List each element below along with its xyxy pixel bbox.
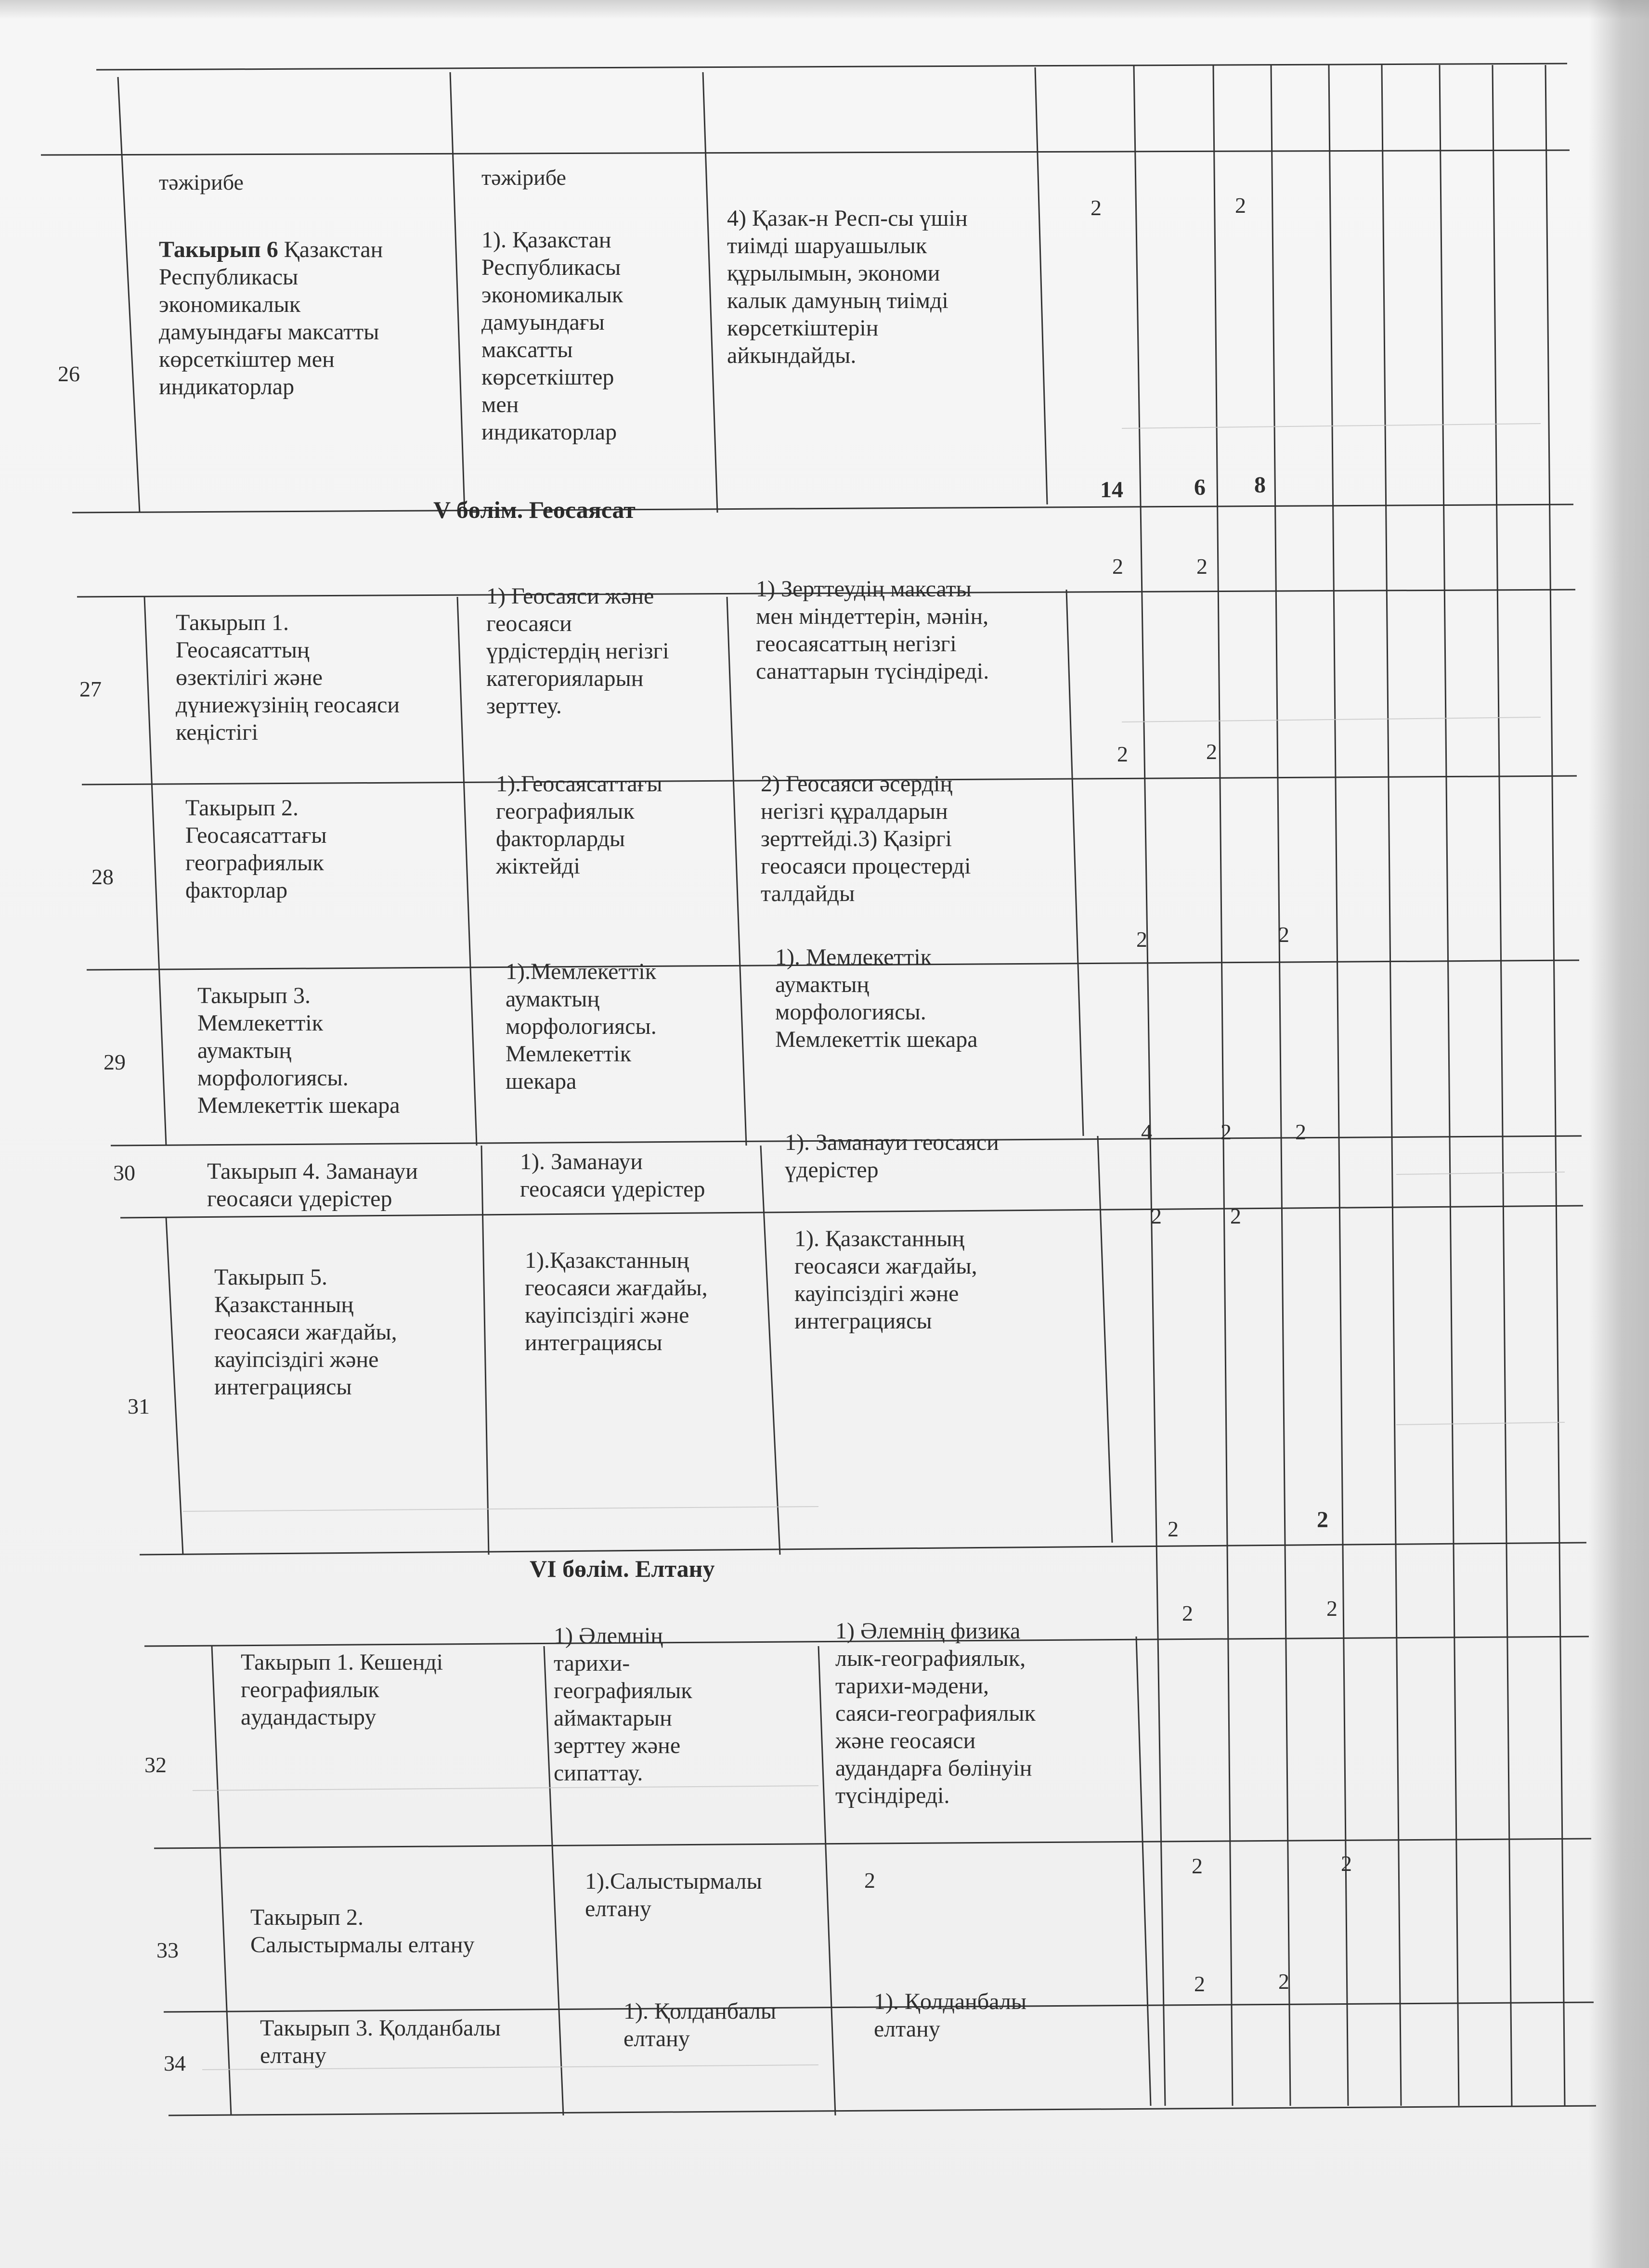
col-mark-7 — [1493, 65, 1512, 2106]
row-27-outcome: 1) Зерттеудің максаты мен міндеттерін, мәнін, геосаясаттың негізгі санаттарын түсіндіреді. — [756, 576, 989, 684]
row-31-number: 31 — [128, 1394, 150, 1418]
row-28-total: 2 — [1117, 742, 1128, 766]
row-28-outcome: 2) Геосаяси әсердің негізгі құралдарын зерттейді.3) Қазіргі геосаяси процестерді талдайды — [761, 771, 971, 906]
row-33-total: 2 — [1192, 1854, 1203, 1878]
row-32-total: 2 — [1182, 1601, 1193, 1625]
header-row-line — [41, 150, 1570, 155]
row-34-lecture: 2 — [1278, 1969, 1289, 1994]
row-32-number: 32 — [144, 1753, 167, 1777]
row-32-practice: 2 — [1326, 1596, 1337, 1621]
row-29-practice: 2 — [1278, 922, 1289, 947]
header-topic-label: тәжірибе — [159, 170, 244, 194]
row-31-content: 1).Қазакстанның геосаяси жағдайы, кауіпсіздігі және интеграциясы — [525, 1248, 708, 1355]
row-32-content: 1) Әлемнің тарихи- географиялык аймактарын зерттеу және сипаттау. — [554, 1623, 692, 1786]
row-30-number: 30 — [113, 1160, 135, 1185]
row-27-lecture: 2 — [1196, 554, 1208, 579]
section-vi-title: VI бөлім. Елтану — [530, 1555, 715, 1582]
row-33-topic: Такырып 2. Салыстырмалы елтану — [250, 1905, 475, 1958]
header-content-label: тәжірибе — [481, 165, 566, 190]
row-34-number: 34 — [164, 2051, 186, 2075]
row-33-outcome: 2 — [864, 1868, 875, 1893]
row31-bottom-line — [140, 1543, 1586, 1555]
row-30-practice: 2 — [1295, 1120, 1306, 1144]
row-34-content: 1). Қолданбалы елтану — [623, 1998, 777, 2051]
col-mark-3 — [1271, 65, 1290, 2106]
section-v-lecture: 6 — [1194, 475, 1206, 500]
row-30-content: 1). Заманауи геосаяси үдерістер — [520, 1149, 705, 1202]
row-26-number: 26 — [58, 361, 80, 386]
row-34-total: 2 — [1194, 1972, 1205, 1996]
row-32-topic: Такырып 1. Кешенді географиялык aудандастыру — [241, 1649, 443, 1730]
section-v-total: 14 — [1100, 477, 1123, 503]
row-27-total: 2 — [1112, 554, 1123, 579]
row-27-content: 1) Геосаяси және геосаяси үрдістердің негізгі категорияларын зерттеу. — [486, 583, 669, 719]
section-vi-total: 2 — [1168, 1517, 1179, 1541]
row-28-number: 28 — [91, 864, 114, 889]
row-29-number: 29 — [104, 1050, 126, 1074]
row-28-topic: Такырып 2. Геосаясаттағы географиялык факторлар — [185, 795, 327, 903]
col-mark-1 — [1134, 65, 1165, 2106]
row-31-outcome: 1). Қазакстанның геосаяси жағдайы, кауіпсіздігі және интеграциясы — [794, 1226, 977, 1334]
col-mark-5 — [1382, 65, 1401, 2106]
row-30-topic: Такырып 4. Заманауи геосаяси үдерістер — [207, 1159, 418, 1211]
col-content-right — [703, 72, 835, 2115]
row-30-outcome: 1). Заманауи геосаяси үдерістер — [785, 1130, 999, 1183]
row-31-total: 2 — [1151, 1204, 1162, 1228]
row-29-topic: Такырып 3. Мемлекеттік аумактың морфологиясы. Мемлекеттік шекара — [197, 983, 400, 1118]
row32-bottom-line — [154, 1839, 1591, 1848]
col-mark-4 — [1329, 65, 1348, 2106]
row-31-lecture: 2 — [1230, 1204, 1241, 1228]
row-26-outcome: 4) Қазак-н Респ-сы үшін тиімді шаруашылык құрылымын, экономи калык дамуның тиімді көрсеткіштерін айкындайды. — [727, 206, 968, 368]
row-30-total: 4 — [1141, 1120, 1152, 1144]
row-27-topic: Такырып 1. Геосаясаттың өзектілігі және дүниежүзінің геосаяси кеңістігі — [176, 610, 400, 745]
section-vi-practice: 2 — [1317, 1507, 1328, 1533]
row-32-outcome: 1) Әлемнің физика лык-географиялык, тарихи-мәдени, саяси-географиялык және геосаяси аудандарға бөлінуін түсіндіреді. — [835, 1618, 1036, 1808]
row-33-number: 33 — [156, 1938, 179, 1962]
section-v-practice: 8 — [1254, 472, 1266, 498]
row-31-topic: Такырып 5. Қазакстанның геосаяси жағдайы, кауіпсіздігі және интеграциясы — [214, 1264, 397, 1400]
row-34-outcome: 1). Қолданбалы елтану — [874, 1989, 1027, 2042]
row-27-number: 27 — [79, 677, 102, 701]
row-34-topic: Такырып 3. Қолданбалы елтану — [260, 2015, 501, 2068]
col-mark-8 — [1545, 65, 1565, 2106]
row-26-content: 1). Қазакстан Республикасы экономикалык дамуындағы максатты көрсеткіштер мен индикаторлар — [481, 227, 623, 445]
row-28-content: 1).Геосаясаттағы географиялык факторларды жіктейді — [496, 771, 662, 879]
row-26-total: 2 — [1091, 195, 1102, 220]
row-33-content: 1).Салыстырмалы елтану — [585, 1869, 762, 1921]
row-26-practice: 2 — [1235, 193, 1246, 218]
row-30-lecture: 2 — [1221, 1120, 1232, 1144]
row-29-total: 2 — [1136, 927, 1147, 952]
row-26-topic-text: Қазакстан Республикасы экономикалык дамуындағы максатты көрсеткіштер мен индикаторлар — [159, 237, 383, 399]
table-top-border — [96, 64, 1567, 70]
row-28-lecture: 2 — [1206, 739, 1217, 764]
row-29-outcome: 1). Мемлекеттік аумактың морфологиясы. Мемлекеттік шекара — [775, 944, 978, 1052]
row-29-content: 1).Мемлекеттік аумактың морфологиясы. Мемлекеттік шекара — [506, 959, 657, 1094]
row-33-practice: 2 — [1341, 1851, 1352, 1876]
section-v-title: V бөлім. Геосаясат — [433, 496, 636, 523]
row26-bottom-line — [72, 504, 1573, 513]
col-outcome-right — [1035, 67, 1151, 2106]
row34-bottom-line — [169, 2106, 1596, 2115]
row-26-topic-bold: Такырып 6 — [159, 237, 278, 262]
col-mark-2 — [1213, 65, 1233, 2106]
row-26-topic — [159, 236, 383, 400]
col-mark-6 — [1440, 65, 1459, 2106]
